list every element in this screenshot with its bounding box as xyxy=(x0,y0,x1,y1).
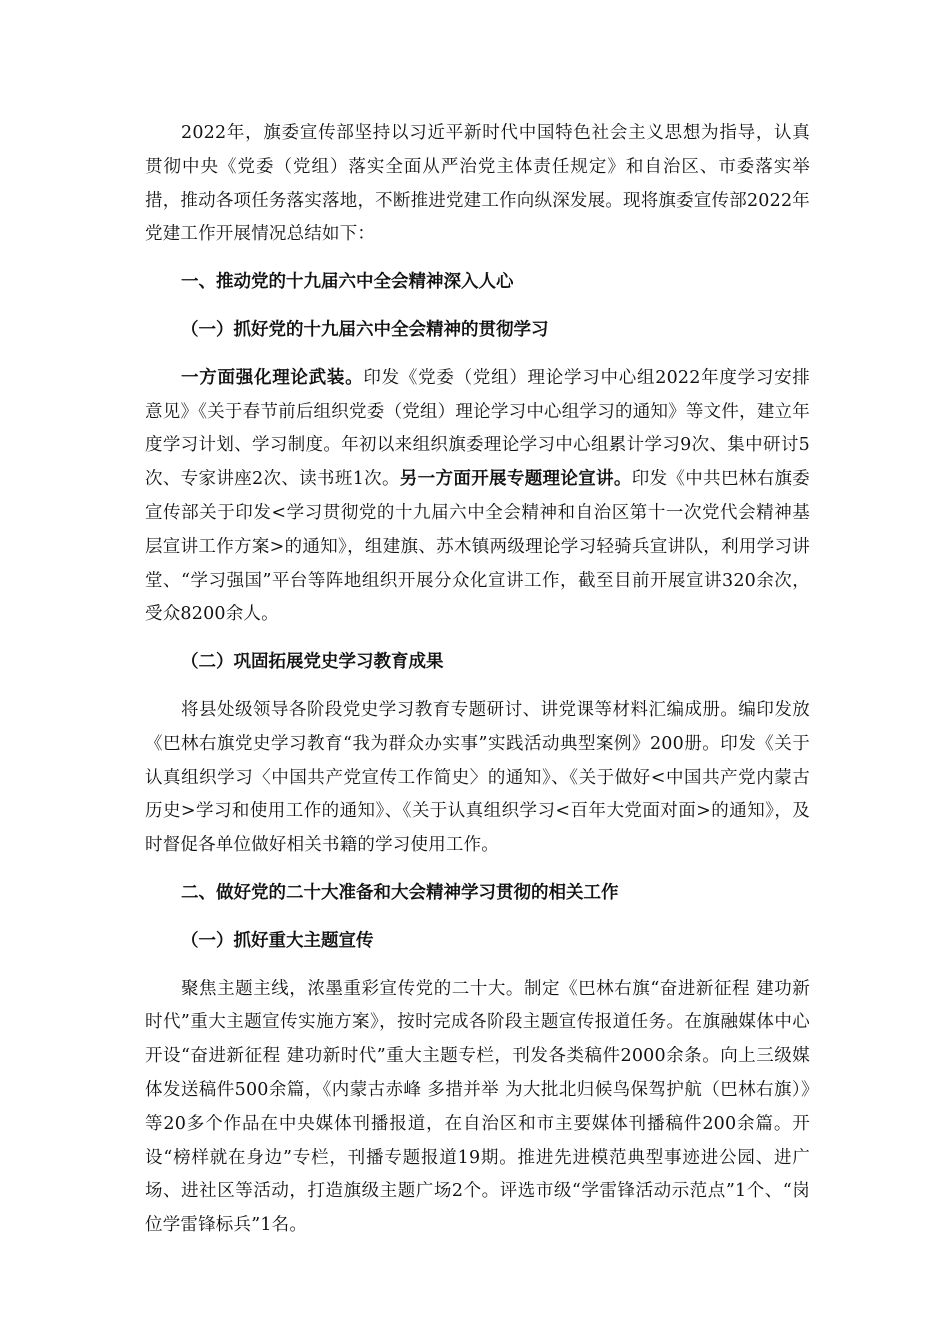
theory-armament-text: 印发《党委（党组）理论学习中心组2022年度学习安排意见》《关于春节前后组织党委（党组）理论学习中心组学习的通知》等文件，建立年度学习计划、学习制度。年初以来组织旗委理论学习中心组累计学习9次、集中研讨5次、专家讲座2次、读书班1次。 xyxy=(145,367,811,490)
section-2-1-paragraph: 聚焦主题主线，浓墨重彩宣传党的二十大。制定《巴林右旗“奋进新征程 建功新时代”重大主题宣传实施方案》，按时完成各阶段主题宣传报道任务。在旗融媒体中心开设“奋进新征程 建功新时代”重大主题专栏，刊发各类稿件2000余条。向上三级媒体发送稿件500余篇，《内蒙古赤峰 多措并举 为大批北归候鸟保驾护航（巴林右旗）》等20多个作品在中央媒体刊播报道，在自治区和市主要媒体刊播稿件200余篇。开设“榜样就在身边”专栏，刊播专题报道19期。推进先进模范典型事迹进公园、进广场、进社区等活动，打造旗级主题广场2个。评选市级“学雷锋活动示范点”1个、“岗位学雷锋标兵”1名。 xyxy=(145,978,810,1236)
section-1-1-paragraph xyxy=(145,362,810,632)
section-1-2-heading: （二）巩固拓展党史学习教育成果 xyxy=(181,652,444,673)
special-lectures-text: 印发《中共巴林右旗委宣传部关于印发<学习贯彻党的十九届六中全会精神和自治区第十一次党代会精神基层宣讲工作方案>的通知》，组建旗、苏木镇两级理论学习轻骑兵宣讲队，利用学习讲堂、“学习强国”平台等阵地组织开展分众化宣讲工作，截至目前开展宣讲320余次，受众8200余人。 xyxy=(145,469,810,625)
intro-paragraph: 2022年，旗委宣传部坚持以习近平新时代中国特色社会主义思想为指导，认真贯彻中央《党委（党组）落实全面从严治党主体责任规定》和自治区、市委落实举措，推动各项任务落实落地，不断推进党建工作向纵深发展。现将旗委宣传部2022年党建工作开展情况总结如下： xyxy=(145,123,810,245)
lead-special-lectures: 另一方面开展专题理论宣讲。 xyxy=(399,469,632,490)
section-2-heading: 二、做好党的二十大准备和大会精神学习贯彻的相关工作 xyxy=(181,882,619,903)
section-1-2-paragraph: 将县处级领导各阶段党史学习教育专题研讨、讲党课等材料汇编成册。编印发放《巴林右旗党史学习教育“我为群众办实事”实践活动典型案例》200册。印发《关于认真组织学习〈中国共产党宣传工作简史〉的通知》、《关于做好<中国共产党内蒙古历史>学习和使用工作的通知》、《关于认真组织学习<百年大党面对面>的通知》，及时督促各单位做好相关书籍的学习使用工作。 xyxy=(145,699,810,856)
section-1-1-heading: （一）抓好党的十九届六中全会精神的贯彻学习 xyxy=(181,319,549,340)
section-2-1-heading: （一）抓好重大主题宣传 xyxy=(181,930,374,951)
lead-theory-armament: 一方面强化理论武装。 xyxy=(181,367,364,388)
section-1-heading: 一、推动党的十九届六中全会精神深入人心 xyxy=(181,272,514,293)
